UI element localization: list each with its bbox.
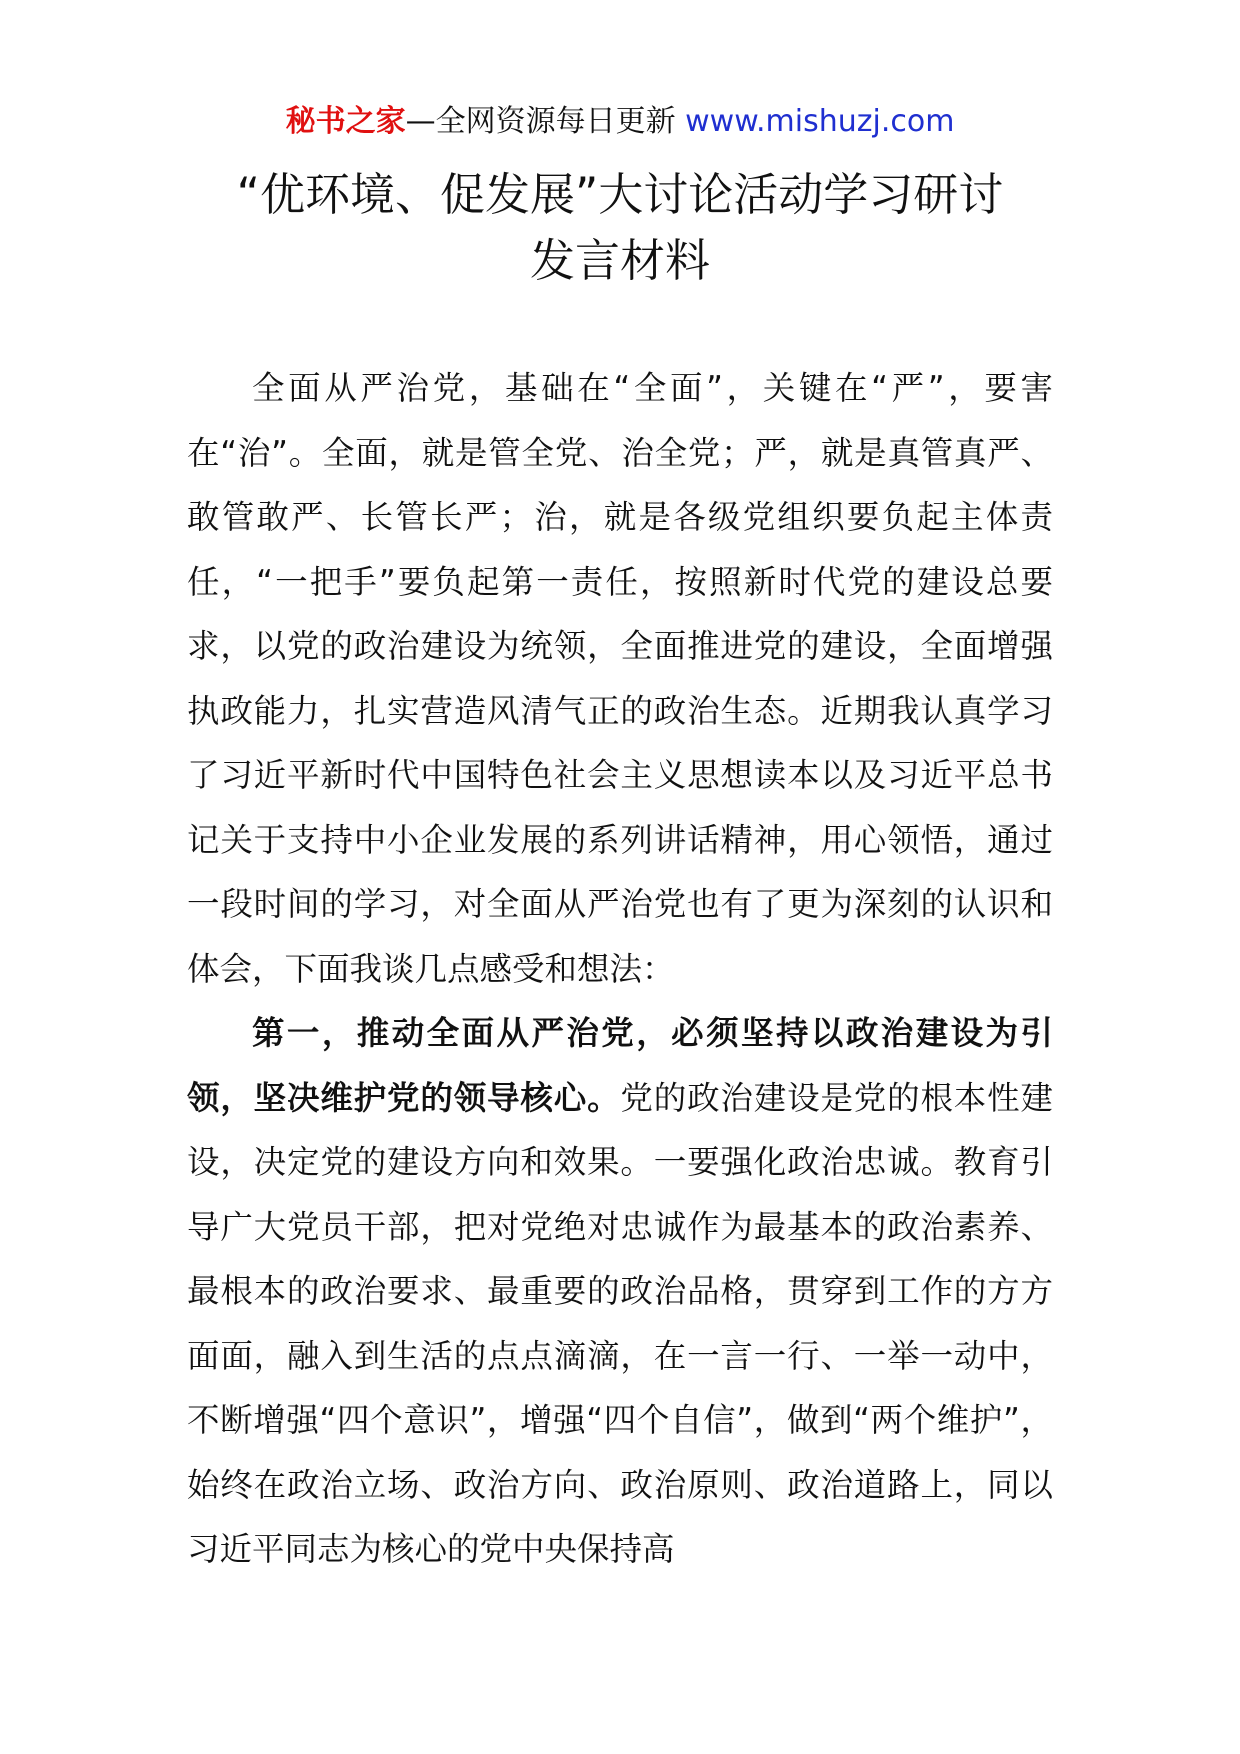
site-brand: 秘书之家 [285, 104, 406, 139]
site-url-link[interactable]: www.mishuzj.com [685, 104, 955, 139]
title-line-2: 发言材料 [529, 234, 710, 287]
paragraph-first-point-body: 党的政治建设是党的根本性建设，决定党的建设方向和效果。一要强化政治忠诚。教育引导广大党员干部，把对党绝对忠诚作为最基本的政治素养、最根本的政治要求、最重要的政治品格，贯穿到工作的方方面面，融入到生活的点点滴滴，在一言一行、一举一动中，不断增强“四个意识”，增强“四个自信”，做到“两个维护”，始终在政治立场、政治方向、政治原则、政治道路上，同以习近平同志为核心的党中央保持高 [187, 1078, 1053, 1568]
site-tagline: —全网资源每日更新 [405, 104, 676, 139]
paragraph-first-point [187, 1001, 1053, 1582]
document-body [187, 356, 1053, 1582]
paragraph-first-point-lead: 第一，推动全面从严治党，必须坚持以政治建设为引领，坚决维护党的领导核心。 [187, 1014, 1053, 1117]
paragraph-intro: 全面从严治党，基础在“全面”，关键在“严”，要害在“治”。全面，就是管全党、治全党；严，就是真管真严、敢管敢严、长管长严；治，就是各级党组织要负起主体责任，“一把手”要负起第一责任，按照新时代党的建设总要求，以党的政治建设为统领，全面推进党的建设，全面增强执政能力，扎实营造风清气正的政治生态。近期我认真学习了习近平新时代中国特色社会主义思想读本以及习近平总书记关于支持中小企业发展的系列讲话精神，用心领悟，通过一段时间的学习，对全面从严治党也有了更为深刻的认识和体会，下面我谈几点感受和想法： [187, 369, 1053, 988]
title-line-1: “优环境、促发展”大讨论活动学习研讨 [236, 168, 1004, 221]
document-title [150, 162, 1090, 294]
site-header [0, 100, 1240, 144]
